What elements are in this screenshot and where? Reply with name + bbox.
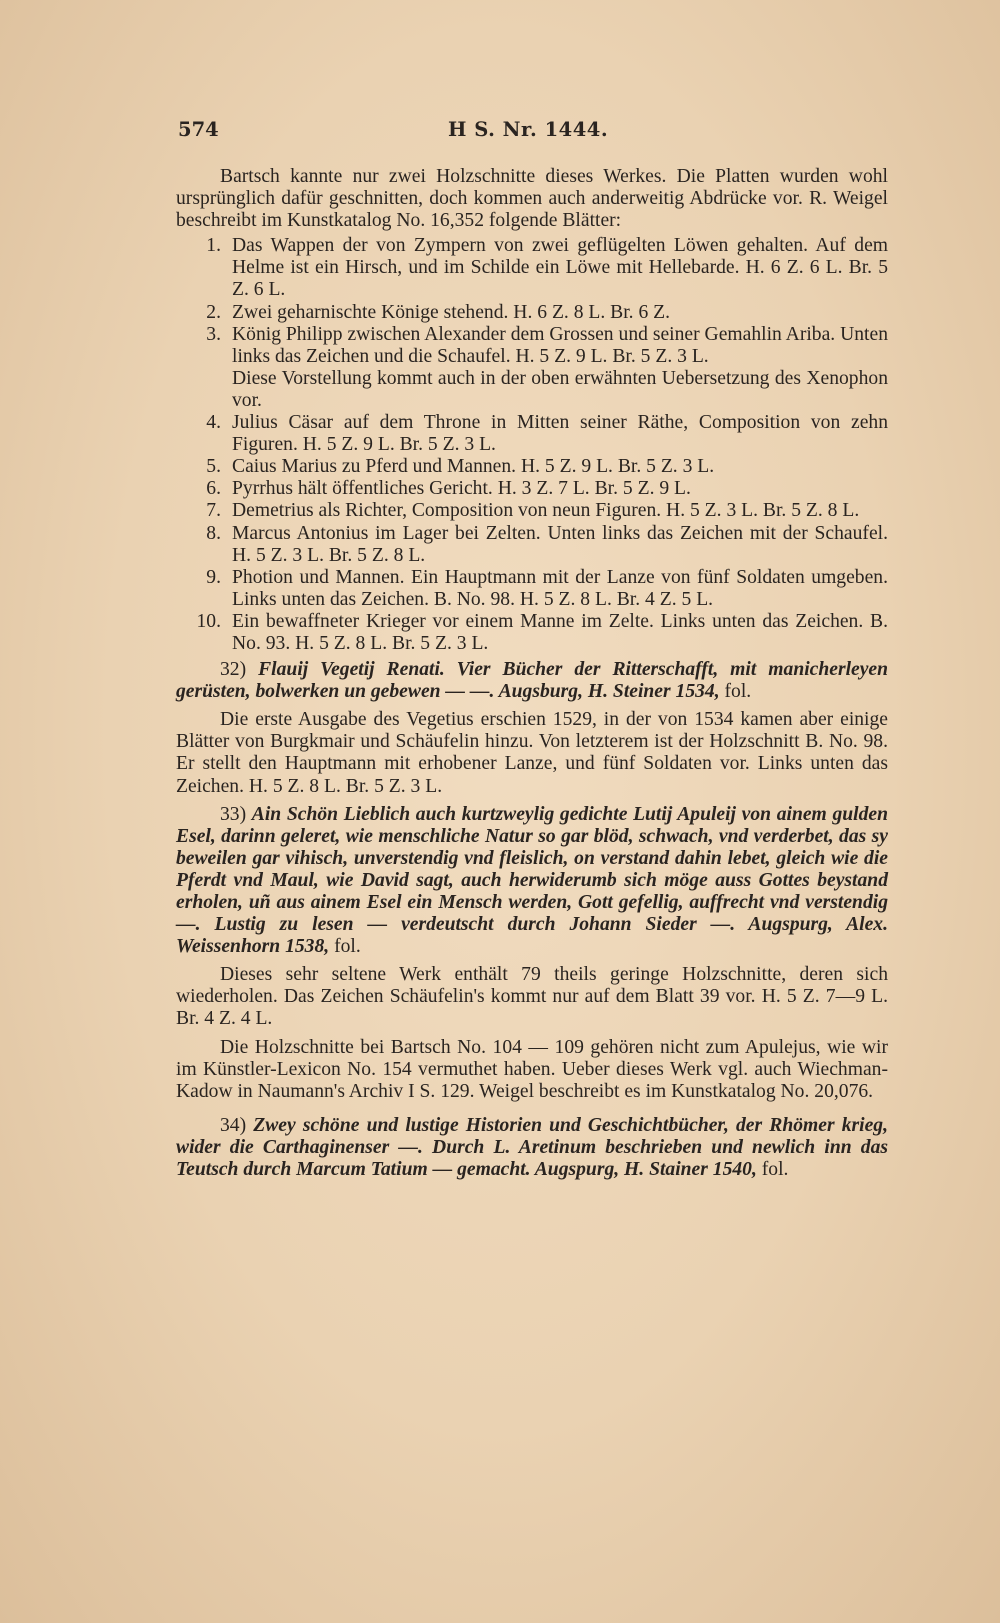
item-text	[232, 324, 888, 412]
intro-paragraph: Bartsch kannte nur zwei Holzschnitte dieses Werkes. Die Platten wurden wohl ursprünglich dafür geschnitten, doch kommen auch anderweitig Abdrücke vor. R. Weigel beschreibt im Kunstkatalog No. 16,352 folgende Blätter:	[176, 166, 888, 232]
list-item	[176, 412, 888, 456]
entry-format: fol.	[724, 681, 752, 703]
item-text: Demetrius als Richter, Composition von neun Figuren. H. 5 Z. 3 L. Br. 5 Z. 8 L.	[232, 500, 860, 522]
entry-title: Ain Schön Lieblich auch kurtzweylig gedichte Lutij Apuleij von ainem gulden Esel, darinn geleret, wie menschliche Natur so gar blöd, schwach, vnd verderbet, das sy beweilen gar vihisch, unverstendig vnd fleislich, on verstand dahin lebet, gleich wie die Pferdt vnd Maul, wie David sagt, auch herwiderumb sich möge auss Gottes beystand erholen, uñ aus ainem Esel ein Mensch werden, Gott gefellig, auffrecht vnd verstendig —. Lustig zu lesen — verdeutscht durch Johann Sieder —. Augspurg, Alex. Weissenhorn 1538,	[176, 803, 888, 958]
item-text-main: König Philipp zwischen Alexander dem Grossen und seiner Gemahlin Ariba. Unten links das Zeichen und die Schaufel. H. 5 Z. 9 L. Br. 5 Z. 3 L.	[232, 323, 888, 367]
page-number: 574	[178, 118, 219, 141]
header-title: H S. Nr. 1444.	[448, 118, 609, 141]
entry-format: fol.	[334, 936, 361, 958]
item-text: Das Wappen der von Zympern von zwei geflügelten Löwen gehalten. Auf dem Helme ist ein Hirsch, und im Schilde ein Löwe mit Hellebarde. H. 6 Z. 6 L. Br. 5 Z. 6 L.	[232, 235, 888, 301]
list-item	[176, 302, 888, 324]
entry-33-title	[176, 804, 888, 959]
entry-33-description: Dieses sehr seltene Werk enthält 79 theils geringe Holzschnitte, deren sich wiederholen. Das Zeichen Schäufelin's kommt nur auf dem Blatt 39 vor. H. 5 Z. 7—9 L. Br. 4 Z. 4 L.	[176, 964, 888, 1030]
item-text: Pyrrhus hält öffentliches Gericht. H. 3 Z. 7 L. Br. 5 Z. 9 L.	[232, 478, 691, 500]
item-text-note: Diese Vorstellung kommt auch in der oben erwähnten Uebersetzung des Xenophon vor.	[232, 367, 888, 411]
entry-32-description: Die erste Ausgabe des Vegetius erschien 1529, in der von 1534 kamen aber einige Blätter von Burgkmair und Schäufelin hinzu. Von letzterem ist der Holzschnitt B. No. 98. Er stellt den Hauptmann mit erhobener Lanze, und fünf Soldaten vor. Links unten das Zeichen. H. 5 Z. 8 L. Br. 5 Z. 3 L.	[176, 709, 888, 797]
list-item	[176, 478, 888, 500]
list-item	[176, 611, 888, 655]
entry-title: Flauij Vegetij Renati. Vier Bücher der Ritterschafft, mit manicherleyen gerüsten, bolwerken un gebewen — —. Augsburg, H. Steiner 1534,	[176, 659, 889, 703]
item-text: Zwei geharnischte Könige stehend. H. 6 Z. 8 L. Br. 6 Z.	[232, 301, 671, 323]
entry-33-note: Die Holzschnitte bei Bartsch No. 104 — 109 gehören nicht zum Apulejus, wie wir im Künstler-Lexicon No. 154 vermuthet haben. Ueber dieses Werk vgl. auch Wiechman-Kadow in Naumann's Archiv I S. 129. Weigel beschreibt es im Kunstkatalog No. 20,076.	[176, 1036, 888, 1102]
item-text: Julius Cäsar auf dem Throne in Mitten seiner Räthe, Composition von zehn Figuren. H. 5 Z. 9 L. Br. 5 Z. 3 L.	[232, 412, 888, 456]
item-number: 4.	[206, 412, 221, 434]
entry-number: 32)	[220, 659, 247, 681]
item-text: Caius Marius zu Pferd und Mannen. H. 5 Z. 9 L. Br. 5 Z. 3 L.	[232, 456, 715, 478]
body-text	[176, 166, 888, 1181]
plate-list	[176, 235, 888, 655]
list-item	[176, 567, 888, 611]
entry-number: 34)	[220, 1114, 247, 1136]
list-item	[176, 324, 888, 412]
item-number: 9.	[206, 566, 221, 588]
entry-format: fol.	[761, 1159, 789, 1181]
list-item	[176, 523, 888, 567]
item-number: 1.	[206, 235, 221, 257]
item-text: Marcus Antonius im Lager bei Zelten. Unten links das Zeichen mit der Schaufel. H. 5 Z. 3 L. Br. 5 Z. 8 L.	[232, 522, 888, 566]
item-number: 6.	[206, 478, 221, 500]
item-number: 2.	[206, 301, 221, 323]
item-number: 8.	[206, 522, 221, 544]
item-text: Photion und Mannen. Ein Hauptmann mit der Lanze von fünf Soldaten umgeben. Links unten das Zeichen. B. No. 98. H. 5 Z. 8 L. Br. 4 Z. 5 L.	[232, 566, 888, 610]
list-item	[176, 456, 888, 478]
item-number: 7.	[206, 500, 221, 522]
list-item	[176, 235, 888, 301]
item-number: 5.	[206, 456, 221, 478]
item-number: 3.	[206, 323, 221, 345]
entry-title: Zwey schöne und lustige Historien und Geschichtbücher, der Rhömer krieg, wider die Carthaginenser —. Durch L. Aretinum beschrieben und newlich inn das Teutsch durch Marcum Tatium — gemacht. Augspurg, H. Stainer 1540,	[176, 1114, 888, 1181]
item-number: 10.	[196, 610, 221, 632]
entry-34-title	[176, 1115, 888, 1181]
item-text: Ein bewaffneter Krieger vor einem Manne im Zelte. Links unten das Zeichen. B. No. 93. H. 5 Z. 8 L. Br. 5 Z. 3 L.	[232, 610, 888, 654]
entry-number: 33)	[220, 803, 247, 825]
entry-32-title	[176, 659, 888, 703]
list-item	[176, 500, 888, 522]
